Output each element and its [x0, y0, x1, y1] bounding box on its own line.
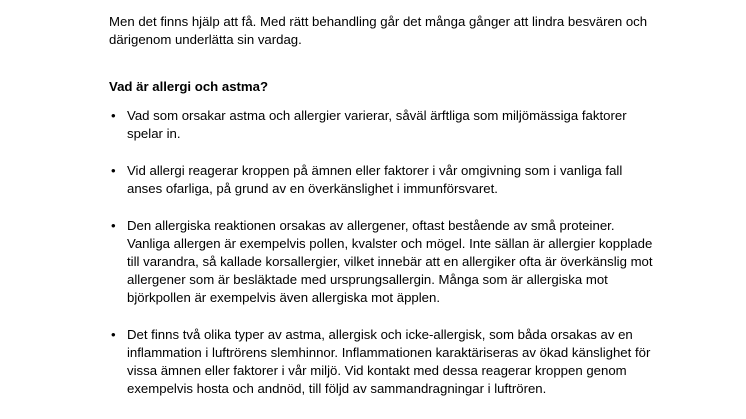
document-page: [109, 13, 654, 398]
list-item-text: Det finns två olika typer av astma, allergisk och icke-allergisk, som båda orsakas av en inflammation i luftrörens slemhinnor. Inflammationen karaktäriseras av ökad känslighet för vissa ämnen eller faktorer i vår miljö. Vid kontakt med dessa reagerar kroppen genom exempelvis hosta och andnöd, till följd av sammandragningar i luftrören.: [127, 327, 651, 396]
list-item-text: Den allergiska reaktionen orsakas av allergener, oftast bestående av små proteiner. Vanliga allergen är exempelvis pollen, kvalster och mögel. Inte sällan är allergier kopplade till varandra, så kallade korsallergier, vilket innebär att en allergiker ofta är överkänslig mot allergener som är besläktade med ursprungsallergin. Många som är allergiska mot björkpollen är exempelvis även allergiska mot äpplen.: [127, 218, 653, 305]
section-heading: Vad är allergi och astma?: [109, 79, 269, 94]
bullet-icon: •: [111, 218, 116, 233]
bullet-icon: •: [111, 327, 116, 342]
list-item-text: Vid allergi reagerar kroppen på ämnen eller faktorer i vår omgivning som i vanliga fall anses ofarliga, på grund av en överkänslighet i immunförsvaret.: [127, 163, 623, 196]
list-item-text: Vad som orsakar astma och allergier varierar, såväl ärftliga som miljömässiga faktorer spelar in.: [127, 108, 627, 141]
list-item: [109, 217, 654, 307]
bullet-icon: •: [111, 163, 116, 178]
list-item: [109, 107, 654, 143]
bullet-icon: •: [111, 108, 116, 123]
list-item: [109, 326, 654, 398]
intro-paragraph: Men det finns hjälp att få. Med rätt behandling går det många gånger att lindra besvären och därigenom underlätta sin vardag.: [109, 14, 648, 47]
bullet-list: [109, 107, 654, 398]
list-item: [109, 162, 654, 198]
